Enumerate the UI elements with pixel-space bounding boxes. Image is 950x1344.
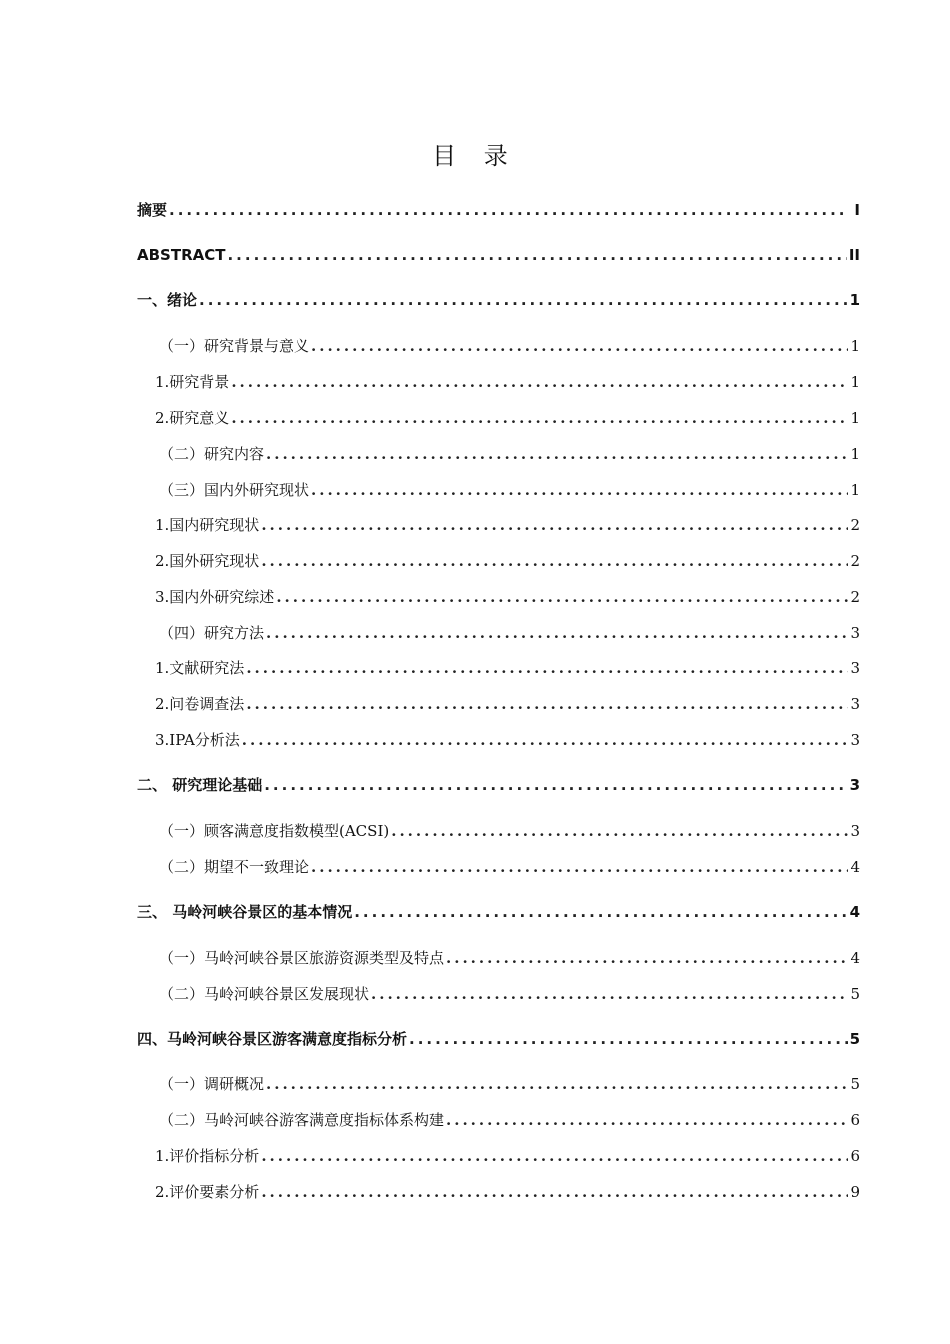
toc-entry[interactable]: [137, 817, 860, 841]
toc-dot-leader: [409, 1029, 848, 1049]
toc-dot-leader: [311, 336, 848, 356]
toc-dot-leader: [276, 587, 848, 607]
toc-entry[interactable]: [137, 476, 860, 500]
toc-dot-leader: [266, 623, 848, 643]
toc-entry[interactable]: [137, 619, 860, 643]
toc-entry-page-number: 3: [850, 731, 860, 749]
toc-dot-leader: [231, 408, 848, 428]
toc-dot-leader: [266, 1074, 848, 1094]
toc-entry-page-number: 1: [850, 445, 860, 463]
toc-entry[interactable]: [137, 241, 860, 265]
toc-entry-page-number: 4: [849, 903, 860, 921]
toc-entry[interactable]: [137, 404, 860, 428]
toc-entry-label: 2.国外研究现状: [155, 552, 260, 570]
toc-entry-page-number: 3: [850, 624, 860, 642]
toc-entry[interactable]: [137, 1142, 860, 1166]
toc-entry-label: 摘要: [137, 201, 168, 219]
toc-entry[interactable]: [137, 690, 860, 714]
toc-entry-page-number: 6: [850, 1111, 860, 1129]
toc-entry[interactable]: [137, 511, 860, 535]
toc-entry-label: （二）期望不一致理论: [159, 858, 310, 876]
toc-entry-label: 3.国内外研究综述: [155, 588, 275, 606]
toc-entry[interactable]: [137, 583, 860, 607]
toc-entry[interactable]: [137, 1106, 860, 1130]
toc-dot-leader: [371, 984, 848, 1004]
toc-dot-leader: [446, 948, 848, 968]
toc-entry[interactable]: [137, 1070, 860, 1094]
toc-entry[interactable]: [137, 440, 860, 464]
toc-entry-page-number: 6: [850, 1147, 860, 1165]
toc-entry[interactable]: [137, 726, 860, 750]
toc-dot-leader: [261, 1146, 848, 1166]
toc-entry-label: （一）马岭河峡谷景区旅游资源类型及特点: [159, 949, 445, 967]
toc-entry-label: 1.研究背景: [155, 373, 230, 391]
toc-entry-label: 三、 马岭河峡谷景区的基本情况: [137, 903, 353, 921]
toc-dot-leader: [231, 372, 848, 392]
toc-dot-leader: [246, 694, 848, 714]
toc-entry[interactable]: [137, 368, 860, 392]
toc-entry-page-number: 1: [850, 337, 860, 355]
toc-entry-label: 2.研究意义: [155, 409, 230, 427]
toc-entry-page-number: 4: [850, 858, 860, 876]
toc-dot-leader: [354, 902, 847, 922]
toc-entry-page-number: 1: [849, 291, 860, 309]
toc-entry-label: 四、马岭河峡谷景区游客满意度指标分析: [137, 1030, 408, 1048]
toc-dot-leader: [391, 821, 848, 841]
toc-entry-label: 1.国内研究现状: [155, 516, 260, 534]
toc-dot-leader: [242, 730, 848, 750]
toc-entry-label: （一）顾客满意度指数模型(ACSI): [159, 822, 390, 840]
toc-dot-leader: [227, 245, 846, 265]
toc-entry[interactable]: [137, 1178, 860, 1202]
toc-entry-label: 1.评价指标分析: [155, 1147, 260, 1165]
toc-entry[interactable]: [137, 654, 860, 678]
toc-dot-leader: [246, 658, 848, 678]
toc-entry-page-number: I: [854, 201, 860, 219]
toc-entry-label: （一）调研概况: [159, 1075, 265, 1093]
toc-entry[interactable]: [137, 1025, 860, 1049]
toc-entry-label: （三）国内外研究现状: [159, 481, 310, 499]
toc-dot-leader: [169, 200, 848, 220]
toc-entry-page-number: 5: [849, 1030, 860, 1048]
toc-entry-page-number: 1: [850, 481, 860, 499]
toc-entry-page-number: II: [848, 246, 860, 264]
toc-dot-leader: [264, 775, 847, 795]
toc-title: 目 录: [432, 142, 518, 171]
toc-dot-leader: [261, 1182, 848, 1202]
toc-entry-page-number: 1: [850, 409, 860, 427]
toc-entry-page-number: 2: [850, 552, 860, 570]
toc-entry-label: （二）马岭河峡谷游客满意度指标体系构建: [159, 1111, 445, 1129]
toc-entry-page-number: 3: [850, 659, 860, 677]
toc-entry-page-number: 1: [850, 373, 860, 391]
toc-dot-leader: [446, 1110, 848, 1130]
toc-entry-page-number: 3: [850, 822, 860, 840]
toc-dot-leader: [266, 444, 848, 464]
toc-entry-label: （二）研究内容: [159, 445, 265, 463]
toc-entry[interactable]: [137, 853, 860, 877]
toc-entry-label: 一、绪论: [137, 291, 198, 309]
toc-dot-leader: [261, 515, 848, 535]
toc-entry-page-number: 2: [850, 516, 860, 534]
toc-entry-page-number: 5: [850, 1075, 860, 1093]
toc-entry-page-number: 3: [850, 695, 860, 713]
toc-entry-label: 二、 研究理论基础: [137, 776, 263, 794]
toc-dot-leader: [311, 857, 848, 877]
toc-entry[interactable]: [137, 898, 860, 922]
toc-entry[interactable]: [137, 547, 860, 571]
toc-entry-page-number: 9: [850, 1183, 860, 1201]
toc-entry-page-number: 2: [850, 588, 860, 606]
toc-entry[interactable]: [137, 771, 860, 795]
toc-dot-leader: [311, 480, 848, 500]
toc-entry-label: （四）研究方法: [159, 624, 265, 642]
toc-entry[interactable]: [137, 286, 860, 310]
toc-entry-label: 3.IPA分析法: [155, 731, 240, 749]
toc-entry-page-number: 3: [849, 776, 860, 794]
toc-entry[interactable]: [137, 980, 860, 1004]
toc-entry-label: ABSTRACT: [137, 246, 226, 264]
toc-dot-leader: [261, 551, 848, 571]
toc-entry-label: （一）研究背景与意义: [159, 337, 310, 355]
toc-entry-page-number: 4: [850, 949, 860, 967]
toc-dot-leader: [199, 290, 848, 310]
toc-entry[interactable]: [137, 332, 860, 356]
toc-entry[interactable]: [137, 196, 860, 220]
toc-entry-label: 1.文献研究法: [155, 659, 245, 677]
toc-entry[interactable]: [137, 944, 860, 968]
toc-entry-label: （二）马岭河峡谷景区发展现状: [159, 985, 370, 1003]
toc-entry-label: 2.问卷调查法: [155, 695, 245, 713]
toc-entry-label: 2.评价要素分析: [155, 1183, 260, 1201]
toc-entry-page-number: 5: [850, 985, 860, 1003]
